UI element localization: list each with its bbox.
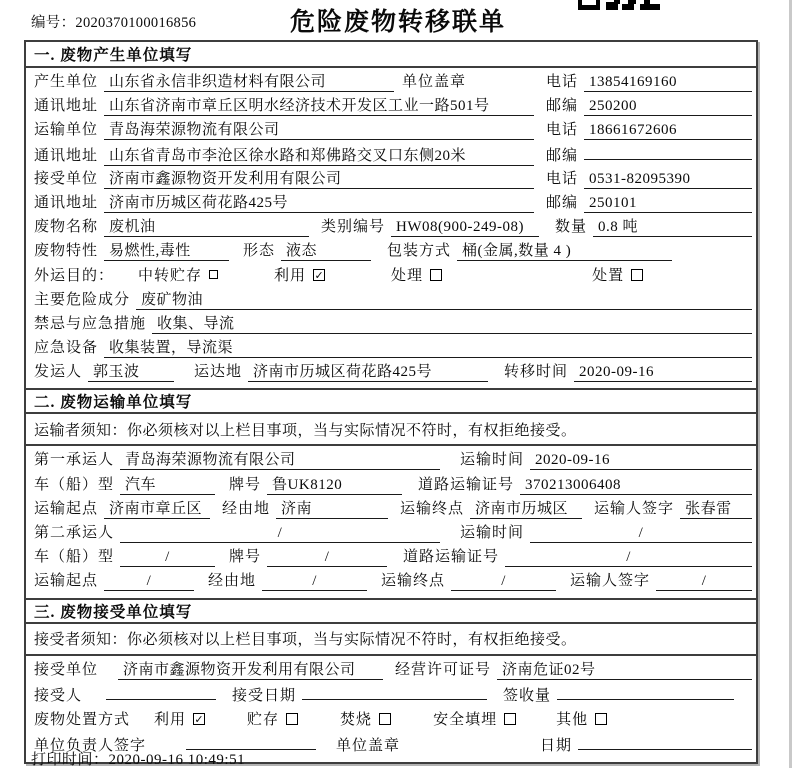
print-time-line <box>31 748 245 768</box>
phone-label: 电话 <box>545 170 578 187</box>
option-utilize <box>274 264 325 285</box>
phone-label: 电话 <box>545 74 578 90</box>
form-value: 液态 <box>281 239 371 261</box>
responsible-signature-value <box>186 733 316 750</box>
packing-value: 桶(金属,数量 4 ) <box>457 239 672 261</box>
receiver-zip-value: 250101 <box>584 195 752 213</box>
option-label: 利用 <box>274 267 307 284</box>
transfer-time-value: 2020-09-16 <box>574 364 752 382</box>
carrier-signature-value: 张春雷 <box>680 497 752 519</box>
route-origin-label: 运输起点 <box>34 573 99 590</box>
page-edge-strip <box>789 0 792 768</box>
unit-seal-label: 单位盖章 <box>336 737 401 754</box>
row-second-carrier <box>34 521 752 545</box>
emergency-measures-value: 收集、导流 <box>152 312 752 334</box>
row-disposal-method <box>34 708 752 733</box>
waste-name-label: 废物名称 <box>34 219 99 236</box>
received-quantity-label: 签收量 <box>503 687 552 704</box>
plate-label: 牌号 <box>229 476 262 493</box>
address-label: 通讯地址 <box>34 194 99 211</box>
zip-label: 邮编 <box>545 147 578 164</box>
recipient-label: 接受人 <box>34 687 83 704</box>
section1-header: 一. 废物产生单位填写 <box>26 42 756 68</box>
print-time-label: 打印时间： <box>31 752 109 768</box>
row-receiver-unit <box>34 167 752 191</box>
row-transport-unit <box>34 118 752 142</box>
license-value: 济南危证02号 <box>497 658 752 680</box>
route-end-value: / <box>451 573 556 591</box>
row-vehicle-1 <box>34 473 752 497</box>
packing-label: 包装方式 <box>387 243 452 260</box>
plate-label: 牌号 <box>229 549 262 566</box>
recipient-value <box>106 683 216 700</box>
row-route-2 <box>34 569 752 593</box>
license-label: 经营许可证号 <box>395 661 492 678</box>
receiving-unit-label: 接受单位 <box>34 661 99 678</box>
transit-storage-checkbox-icon <box>209 270 218 279</box>
transport-unit-value: 青岛海荣源物流有限公司 <box>104 118 534 140</box>
row-vehicle-2 <box>34 545 752 569</box>
plate-value: / <box>267 549 387 567</box>
disposal-method-label: 废物处置方式 <box>34 711 131 728</box>
receiver-unit-value: 济南市鑫源物资开发利用有限公司 <box>104 167 534 189</box>
form-label: 形态 <box>243 243 276 260</box>
receiving-unit-value: 济南市鑫源物资开发利用有限公司 <box>118 658 383 680</box>
transport-time-value: 2020-09-16 <box>530 452 752 470</box>
option-dispose <box>592 264 643 285</box>
destination-value: 济南市历城区荷花路425号 <box>248 360 488 382</box>
route-end-label: 运输终点 <box>400 500 465 517</box>
transport-time-label: 运输时间 <box>460 525 525 541</box>
hazard-components-value: 废矿物油 <box>136 288 752 310</box>
serial-label: 编号： <box>31 15 76 31</box>
row-route-1 <box>34 497 752 521</box>
option-label: 焚烧 <box>340 711 373 728</box>
row-waste-traits <box>34 239 752 263</box>
road-permit-value: / <box>505 549 752 567</box>
treat-checkbox-icon <box>430 269 442 281</box>
row-transporter-address <box>34 143 752 167</box>
producer-unit-label: 产生单位 <box>34 74 99 90</box>
transporter-phone-value: 18661672606 <box>584 122 752 140</box>
utilize-checkbox-icon: ✓ <box>314 268 324 282</box>
via-value: 济南 <box>276 497 388 519</box>
row-shipper <box>34 360 752 384</box>
first-carrier-value: 青岛海荣源物流有限公司 <box>120 448 440 470</box>
utilize-checkbox-icon: ✓ <box>194 712 204 726</box>
option-label: 安全填埋 <box>433 711 498 728</box>
address-label: 通讯地址 <box>34 147 99 164</box>
option-incinerate <box>340 708 391 729</box>
waste-traits-label: 废物特性 <box>34 243 99 260</box>
option-label: 中转贮存 <box>138 267 203 284</box>
address-label: 通讯地址 <box>34 98 99 115</box>
date-label: 日期 <box>540 737 573 754</box>
vehicle-type-value: 汽车 <box>120 473 215 495</box>
via-label: 经由地 <box>208 573 257 590</box>
option-treat <box>391 264 442 285</box>
category-code-label: 类别编号 <box>321 219 386 236</box>
page-title: 危险废物转移联单 <box>289 9 506 36</box>
receiver-unit-label: 接受单位 <box>34 170 99 187</box>
category-code-value: HW08(900-249-08) <box>391 219 539 237</box>
destination-label: 运达地 <box>194 364 243 381</box>
emergency-measures-label: 禁忌与应急措施 <box>34 315 147 332</box>
print-time-value: 2020-09-16 10:49:51 <box>108 752 246 768</box>
producer-phone-value: 13854169160 <box>584 74 752 92</box>
route-origin-value: 济南市章丘区 <box>104 497 210 519</box>
dispose-checkbox-icon <box>631 269 643 281</box>
emergency-equipment-label: 应急设备 <box>34 340 99 357</box>
section3-rows <box>26 656 756 762</box>
phone-label: 电话 <box>545 122 578 139</box>
transport-unit-label: 运输单位 <box>34 122 99 139</box>
shipper-label: 发运人 <box>34 364 83 381</box>
carrier-signature-label: 运输人签字 <box>594 500 675 517</box>
option-utilize <box>154 708 205 729</box>
receiver-address-value: 济南市历城区荷花路425号 <box>104 191 534 213</box>
section2-rows <box>26 446 756 597</box>
row-receiver-address <box>34 191 752 215</box>
via-value: / <box>262 573 367 591</box>
responsible-signature-label: 单位负责人签字 <box>34 737 147 754</box>
transporter-notice: 运输者须知：你必须核对以上栏目事项，当与实际情况不符时，有权拒绝接受。 <box>26 414 756 446</box>
quantity-value: 0.8 吨 <box>593 215 752 237</box>
hazard-components-label: 主要危险成分 <box>34 291 131 308</box>
landfill-checkbox-icon <box>504 713 516 725</box>
transport-time-label: 运输时间 <box>460 452 525 469</box>
zip-label: 邮编 <box>545 194 578 211</box>
option-label: 其他 <box>556 711 589 728</box>
plate-value: 鲁UK8120 <box>267 473 402 495</box>
received-quantity-value <box>557 683 734 700</box>
second-carrier-label: 第二承运人 <box>34 525 115 541</box>
vehicle-type-label: 车（船）型 <box>34 476 115 493</box>
route-origin-label: 运输起点 <box>34 500 99 517</box>
row-emergency-measures <box>34 312 752 336</box>
row-producer-address <box>34 94 752 118</box>
receipt-date-value <box>302 683 487 700</box>
section1-rows <box>26 68 756 388</box>
option-landfill <box>433 708 516 729</box>
route-end-value: 济南市历城区 <box>470 497 582 519</box>
first-carrier-label: 第一承运人 <box>34 452 115 469</box>
purpose-label: 外运目的： <box>34 267 115 284</box>
option-label: 处置 <box>592 267 625 284</box>
row-receiving-unit <box>34 658 752 683</box>
quantity-label: 数量 <box>555 219 588 236</box>
second-carrier-value: / <box>120 525 440 543</box>
row-transfer-purpose <box>34 264 752 288</box>
transporter-address-value: 山东省青岛市李沧区徐水路和郑佛路交叉口东侧20米 <box>104 144 534 166</box>
route-origin-value: / <box>104 573 194 591</box>
qr-code-fragment-icon <box>578 0 660 10</box>
option-store <box>247 708 298 729</box>
unit-seal-label: 单位盖章 <box>402 74 467 90</box>
section2-header: 二. 废物运输单位填写 <box>26 388 756 414</box>
incinerate-checkbox-icon <box>379 713 391 725</box>
row-producer-unit <box>34 70 752 94</box>
waste-name-value: 废机油 <box>104 215 309 237</box>
option-label: 处理 <box>391 267 424 284</box>
receiver-phone-value: 0531-82095390 <box>584 171 752 189</box>
row-first-carrier <box>34 448 752 472</box>
via-label: 经由地 <box>222 500 271 517</box>
producer-zip-value: 250200 <box>584 98 752 116</box>
zip-label: 邮编 <box>545 98 578 115</box>
date-value <box>578 733 752 750</box>
carrier-signature-value: / <box>656 573 752 591</box>
emergency-equipment-value: 收集装置，导流渠 <box>104 336 752 358</box>
row-emergency-equipment <box>34 336 752 360</box>
option-label: 利用 <box>154 711 187 728</box>
road-permit-label: 道路运输证号 <box>418 476 515 493</box>
producer-unit-value: 山东省永信非织造材料有限公司 <box>104 70 394 92</box>
section3-header: 三. 废物接受单位填写 <box>26 598 756 624</box>
manifest-form-table <box>24 40 758 764</box>
vehicle-type-value: / <box>120 549 215 567</box>
other-checkbox-icon <box>595 713 607 725</box>
option-label: 贮存 <box>247 711 280 728</box>
vehicle-type-label: 车（船）型 <box>34 549 115 566</box>
producer-address-value: 山东省济南市章丘区明水经济技术开发区工业一路501号 <box>104 94 534 116</box>
store-checkbox-icon <box>286 713 298 725</box>
transporter-zip-value <box>584 143 752 160</box>
waste-traits-value: 易燃性,毒性 <box>104 239 229 261</box>
transport-time-value: / <box>530 525 752 543</box>
carrier-signature-label: 运输人签字 <box>570 573 651 590</box>
serial-value: 2020370100016856 <box>75 15 197 31</box>
road-permit-label: 道路运输证号 <box>403 549 500 566</box>
shipper-value: 郭玉波 <box>88 360 174 382</box>
route-end-label: 运输终点 <box>381 573 446 590</box>
receipt-date-label: 接受日期 <box>232 687 297 704</box>
row-waste-name <box>34 215 752 239</box>
transfer-time-label: 转移时间 <box>504 364 569 381</box>
option-transit-storage <box>138 264 218 285</box>
option-other <box>556 708 607 729</box>
row-hazard-components <box>34 288 752 312</box>
road-permit-value: 370213006408 <box>520 477 752 495</box>
document-header <box>0 0 796 40</box>
row-recipient <box>34 683 752 708</box>
receiver-notice: 接受者须知：你必须核对以上栏目事项，当与实际情况不符时，有权拒绝接受。 <box>26 624 756 656</box>
